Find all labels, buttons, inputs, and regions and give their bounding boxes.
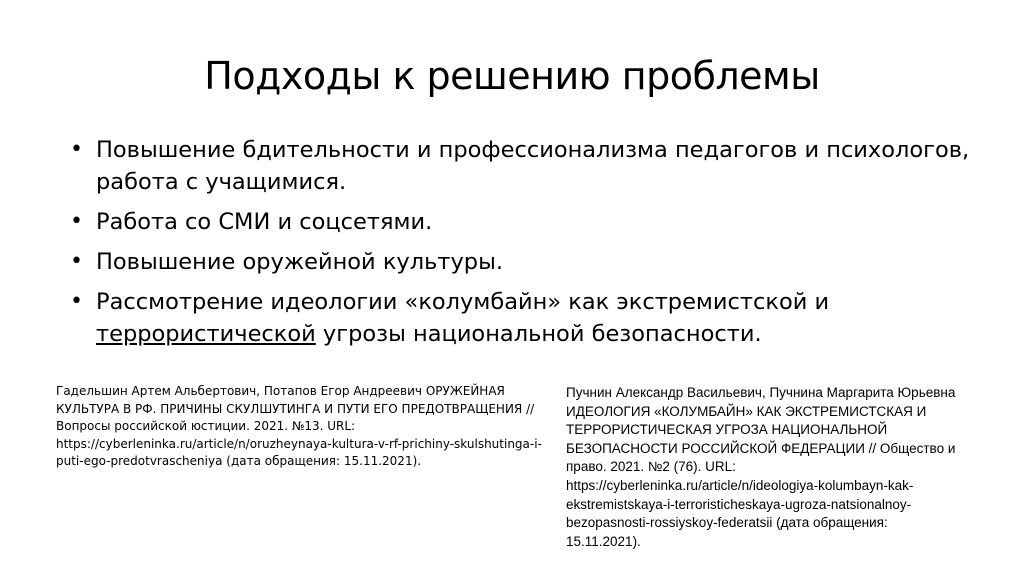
- reference-left: Гадельшин Артем Альбертович, Потапов Егор Андреевич ОРУЖЕЙНАЯ КУЛЬТУРА В РФ. ПРИЧИНЫ СКУЛШУТИНГА И ПУТИ ЕГО ПРЕДОТВРАЩЕНИЯ // Вопросы российской юстиции. 2021. №13. URL: https://cyberleninka.ru/article/n/oruzheynaya-kultura-v-rf-prichiny-skulshutinga-i-puti-ego-predotvrascheniya (дата обращения: 15.11.2021).: [56, 384, 542, 468]
- bullet-dot-icon: •: [70, 137, 83, 162]
- bullet-item: [70, 206, 970, 238]
- underlined-word: террористической: [96, 321, 316, 347]
- bullet-list: [70, 134, 970, 358]
- bullet-text: Повышение оружейной культуры.: [96, 249, 503, 275]
- slide-title: Подходы к решению проблемы: [204, 54, 820, 98]
- bullet-item: [70, 286, 970, 350]
- bullet-item: [70, 134, 970, 198]
- bullet-dot-icon: •: [70, 249, 83, 274]
- bullet-text: Работа со СМИ и соцсетями.: [96, 209, 433, 235]
- bullet-dot-icon: •: [70, 209, 83, 234]
- bullet-text: Повышение бдительности и профессионализма педагогов и психологов, работа с учащимися.: [96, 137, 970, 195]
- bullet-dot-icon: •: [70, 289, 83, 314]
- reference-right: Пучнин Александр Васильевич, Пучнина Маргарита Юрьевна ИДЕОЛОГИЯ «КОЛУМБАЙН» КАК ЭКСТРЕМИСТСКАЯ И ТЕРРОРИСТИЧЕСКАЯ УГРОЗА НАЦИОНАЛЬНОЙ БЕЗОПАСНОСТИ РОССИЙСКОЙ ФЕДЕРАЦИИ // Общество и право. 2021. №2 (76). URL: https://cyberleninka.ru/article/n/ideologiya-kolumbayn-kak-ekstremistskaya-i-terroristicheskaya-ugroza-natsionalnoy-bezopasnosti-rossiyskoy-federatsii (дата обращения: 15.11.2021).: [566, 385, 956, 549]
- bullet-text: Рассмотрение идеологии «колумбайн» как экстремистской и: [96, 289, 830, 315]
- bullet-item: [70, 246, 970, 278]
- bullet-text-tail: угрозы национальной безопасности.: [315, 321, 762, 347]
